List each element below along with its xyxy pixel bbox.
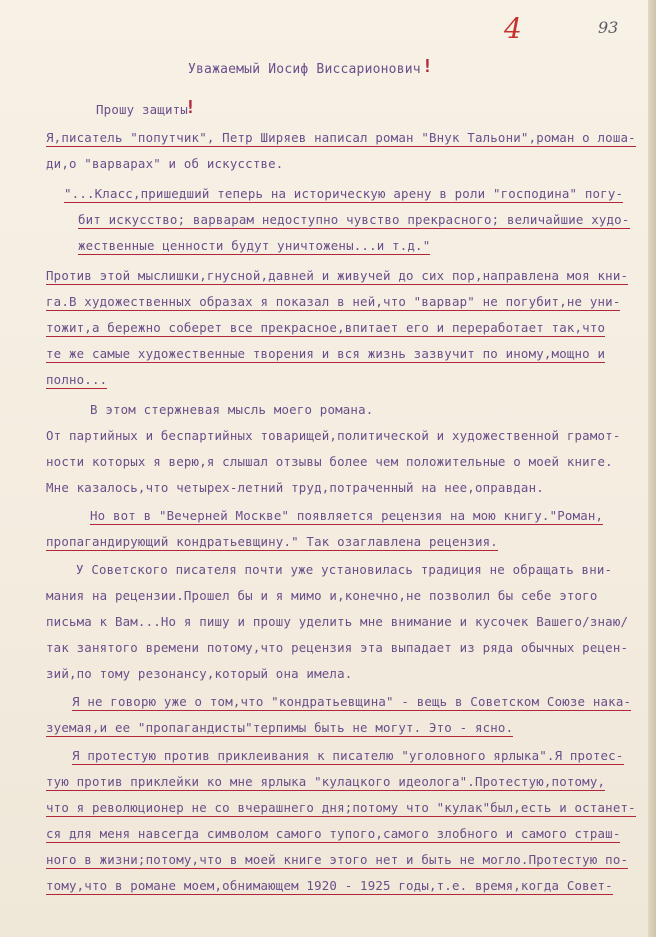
underlined-text: га.В художественных образах я показал в ней,что "варвар" не погубит,не уни-	[46, 294, 621, 309]
underlined-text: те же самые художественные творения и вся жизнь зазвучит по иному,мощно и	[46, 346, 606, 361]
underlined-text: бит искусство; варварам недоступно чувство прекрасного; величайшие худо-	[78, 212, 630, 227]
text-line	[64, 186, 623, 201]
text-line	[72, 748, 624, 763]
underlined-text: что я революционер не со вчерашнего дня;потому что "кулак"был,есть и останет-	[46, 800, 636, 815]
text-line	[78, 238, 430, 253]
text-line: Прошу защиты	[96, 102, 188, 117]
underlined-text: тому,что в романе моем,обнимающем 1920 - 1925 годы,т.е. время,когда Совет-	[46, 878, 613, 893]
underlined-text: тожит,а бережно соберет все прекрасное,впитает его и переработает так,что	[46, 320, 606, 335]
underlined-text: тую против приклейки ко мне ярлыка "кулацкого идеолога".Протестую,потому,	[46, 774, 606, 789]
text-line: В этом стержневая мысль моего романа.	[90, 402, 374, 417]
text-line	[46, 268, 628, 283]
salutation: Уважаемый Иосиф Виссарионович	[188, 62, 421, 77]
underlined-text: ного в жизни;потому,что в моей книге этого нет и быть не могло.Протестую по-	[46, 852, 629, 867]
text-line	[46, 320, 605, 335]
text-line	[46, 878, 613, 893]
text-line: Мне казалось,что четырех-летний труд,потраченный на нее,оправдан.	[46, 480, 544, 495]
underlined-text: ся для меня навсегда символом самого тупого,самого злобного и самого страш-	[46, 826, 621, 841]
text-line	[46, 800, 636, 815]
text-line: мания на рецензии.Прошел бы и я мимо и,конечно,не позволил бы себе этого	[46, 588, 598, 603]
text-line	[46, 774, 605, 789]
text-line: У Советского писателя почти уже установилась традиция не обращать вни-	[76, 562, 613, 577]
text-line: ности которых я верю,я слышал отзывы более чем положительные о моей книге.	[46, 454, 613, 469]
text-line: От партийных и беспартийных товарищей,политической и художественной грамот-	[46, 428, 621, 443]
underlined-text: Но вот в "Вечерней Москве" появляется рецензия на мою книгу."Роман,	[90, 508, 604, 523]
text-line	[46, 826, 620, 841]
exclamation-mark: !	[422, 56, 433, 77]
text-line	[72, 694, 631, 709]
text-line	[46, 720, 513, 735]
underlined-text: зуемая,и ее "пропагандисты"терпимы быть не могут. Это - ясно.	[46, 720, 514, 735]
text-line	[46, 534, 498, 549]
exclamation-mark: !	[185, 97, 196, 118]
underlined-text: Я протестую против приклеивания к писателю "уголовного ярлыка".Я протес-	[72, 748, 624, 763]
text-line: ди,о "варварах" и об искусстве.	[46, 156, 284, 171]
text-line: письма к Вам...Но я пишу и прошу уделить мне внимание и кусочек Вашего/знаю/	[46, 614, 629, 629]
archive-number: 93	[598, 18, 619, 37]
text-line	[90, 508, 603, 523]
sheet-number: 4	[504, 12, 522, 45]
underlined-text: Я,писатель "попутчик", Петр Ширяев написал роман "Внук Тальони",роман о лоша-	[46, 130, 636, 145]
underlined-text: "...Класс,пришедший теперь на историческую арену в роли "господина" погу-	[64, 186, 624, 201]
text-line	[46, 346, 605, 361]
text-line: так занятого времени потому,что рецензия эта выпадает из ряда обычных рецен-	[46, 640, 629, 655]
underlined-text: Я не говорю уже о том,что "кондратьевщина" - вещь в Советском Союзе нака-	[72, 694, 632, 709]
text-line	[46, 130, 636, 145]
underlined-text: пропагандирующий кондратьевщину." Так озаглавлена рецензия.	[46, 534, 498, 549]
underlined-text: Против этой мыслишки,гнусной,давней и живучей до сих пор,направлена моя кни-	[46, 268, 629, 283]
text-line	[46, 372, 107, 387]
underlined-text: полно...	[46, 372, 108, 387]
text-line	[46, 294, 620, 309]
underlined-text: жественные ценности будут уничтожены...и т.д."	[78, 238, 431, 253]
text-line	[78, 212, 630, 227]
page-edge	[648, 0, 656, 937]
text-line	[46, 852, 628, 867]
text-line: зий,по тому резонансу,который она имела.	[46, 666, 353, 681]
